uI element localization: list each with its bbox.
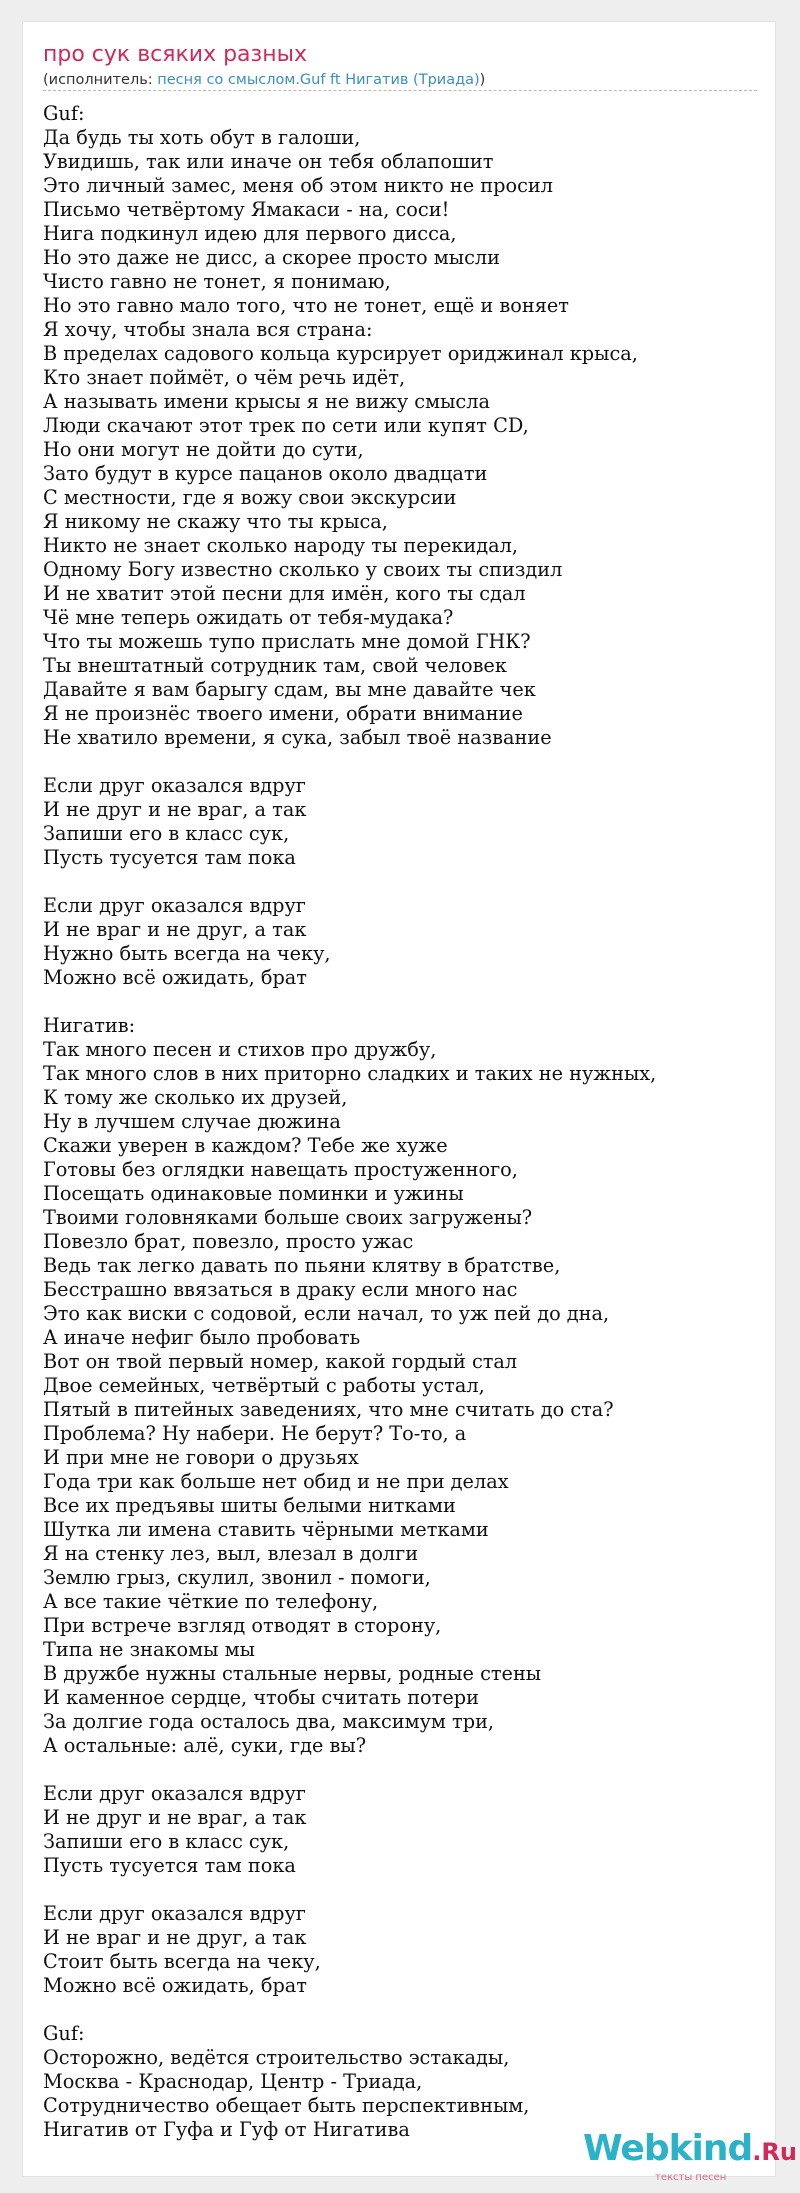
lyrics-line: Проблема? Ну набери. Не берут? То-то, а xyxy=(43,1422,467,1445)
lyrics-line: Нига подкинул идею для первого дисса, xyxy=(43,222,457,245)
lyrics-line: Запиши его в класс сук, xyxy=(43,1830,290,1853)
logo-tld: .Ru xyxy=(752,2138,797,2166)
lyrics-card xyxy=(22,21,797,2183)
lyrics-line: Я никому не скажу что ты крыса, xyxy=(43,510,388,533)
lyrics-text xyxy=(43,102,656,2142)
lyrics-line: Все их предъявы шиты белыми нитками xyxy=(43,1494,456,1517)
lyrics-blank-line xyxy=(43,1998,656,2022)
lyrics-line: При встрече взгляд отводят в сторону, xyxy=(43,1614,442,1637)
lyrics-line: Повезло брат, повезло, просто ужас xyxy=(43,1230,414,1253)
lyrics-line: Ну в лучшем случае дюжина xyxy=(43,1110,341,1133)
lyrics-blank-line xyxy=(43,750,656,774)
lyrics-line: Ведь так легко давать по пьяни клятву в братстве, xyxy=(43,1254,561,1277)
artist-line xyxy=(43,72,757,91)
lyrics-line: Шутка ли имена ставить чёрными метками xyxy=(43,1518,489,1541)
lyrics-line: Твоими головняками больше своих загружены? xyxy=(43,1206,533,1229)
lyrics-line: Если друг оказался вдруг xyxy=(43,1902,306,1925)
lyrics-line: А называть имени крысы я не вижу смысла xyxy=(43,390,490,413)
lyrics-line: Я хочу, чтобы знала вся страна: xyxy=(43,318,373,341)
lyrics-line: Пятый в питейных заведениях, что мне считать до ста? xyxy=(43,1398,614,1421)
lyrics-line: Пусть тусуется там пока xyxy=(43,846,296,869)
lyrics-line: Если друг оказался вдруг xyxy=(43,1782,306,1805)
lyrics-line: Чисто гавно не тонет, я понимаю, xyxy=(43,270,391,293)
lyrics-line: Вот он твой первый номер, какой гордый стал xyxy=(43,1350,518,1373)
lyrics-line: Можно всё ожидать, брат xyxy=(43,966,307,989)
lyrics-line: Стоит быть всегда на чеку, xyxy=(43,1950,321,1973)
lyrics-line: Что ты можешь тупо прислать мне домой ГНК? xyxy=(43,630,531,653)
lyrics-line: Если друг оказался вдруг xyxy=(43,774,306,797)
lyrics-blank-line xyxy=(43,870,656,894)
lyrics-line: Двое семейных, четвёртый с работы устал, xyxy=(43,1374,485,1397)
lyrics-line: Если друг оказался вдруг xyxy=(43,894,306,917)
lyrics-line: Это как виски с содовой, если начал, то уж пей до дна, xyxy=(43,1302,610,1325)
lyrics-line: И не враг и не друг, а так xyxy=(43,918,307,941)
lyrics-line: Москва - Краснодар, Центр - Триада, xyxy=(43,2070,423,2093)
lyrics-line: За долгие года осталось два, максимум три, xyxy=(43,1710,495,1733)
lyrics-line: Нужно быть всегда на чеку, xyxy=(43,942,331,965)
lyrics-line: Посещать одинаковые поминки и ужины xyxy=(43,1182,464,1205)
lyrics-line: Чё мне теперь ожидать от тебя-мудака? xyxy=(43,606,454,629)
lyrics-line: Запиши его в класс сук, xyxy=(43,822,290,845)
lyrics-line: Увидишь, так или иначе он тебя облапошит xyxy=(43,150,494,173)
artist-prefix: (исполнитель: xyxy=(43,72,158,88)
lyrics-line: Но это гавно мало того, что не тонет, ещё и воняет xyxy=(43,294,569,317)
lyrics-line: А иначе нефиг было пробовать xyxy=(43,1326,361,1349)
lyrics-line: Да будь ты хоть обут в галоши, xyxy=(43,126,361,149)
lyrics-line: И при мне не говори о друзьях xyxy=(43,1446,359,1469)
lyrics-line: А все такие чёткие по телефону, xyxy=(43,1590,379,1613)
lyrics-line: Я на стенку лез, выл, влезал в долги xyxy=(43,1542,419,1565)
lyrics-line: Я не произнёс твоего имени, обрати внимание xyxy=(43,702,523,725)
lyrics-line: Осторожно, ведётся строительство эстакады, xyxy=(43,2046,510,2069)
lyrics-line: Никто не знает сколько народу ты перекидал, xyxy=(43,534,519,557)
lyrics-line: К тому же сколько их друзей, xyxy=(43,1086,348,1109)
lyrics-line: Давайте я вам барыгу сдам, вы мне давайте чек xyxy=(43,678,536,701)
lyrics-line: Guf: xyxy=(43,2022,85,2045)
lyrics-blank-line xyxy=(43,1758,656,1782)
lyrics-line: В пределах садового кольца курсирует ориджинал крыса, xyxy=(43,342,638,365)
lyrics-line: Нигатив от Гуфа и Гуф от Нигатива xyxy=(43,2118,410,2141)
lyrics-line: И не хватит этой песни для имён, кого ты сдал xyxy=(43,582,526,605)
lyrics-line: И не друг и не враг, а так xyxy=(43,798,307,821)
lyrics-line: И каменное сердце, чтобы считать потери xyxy=(43,1686,479,1709)
lyrics-line: Нигатив: xyxy=(43,1014,136,1037)
lyrics-line: Сотрудничество обещает быть перспективным, xyxy=(43,2094,530,2117)
site-logo[interactable] xyxy=(583,2128,797,2183)
lyrics-blank-line xyxy=(43,990,656,1014)
logo-wordmark xyxy=(583,2128,797,2169)
lyrics-line: Пусть тусуется там пока xyxy=(43,1854,296,1877)
lyrics-line: Люди скачают этот трек по сети или купят CD, xyxy=(43,414,529,437)
logo-name: Webkind xyxy=(583,2128,753,2169)
lyrics-line: Это личный замес, меня об этом никто не просил xyxy=(43,174,554,197)
lyrics-line: Ты внештатный сотрудник там, свой человек xyxy=(43,654,507,677)
lyrics-line: Кто знает поймёт, о чём речь идёт, xyxy=(43,366,406,389)
lyrics-line: Скажи уверен в каждом? Тебе же хуже xyxy=(43,1134,448,1157)
lyrics-line: Готовы без оглядки навещать простуженного, xyxy=(43,1158,518,1181)
lyrics-line: Не хватило времени, я сука, забыл твоё название xyxy=(43,726,552,749)
lyrics-line: Можно всё ожидать, брат xyxy=(43,1974,307,1997)
artist-suffix: ) xyxy=(479,72,486,88)
lyrics-blank-line xyxy=(43,1878,656,1902)
lyrics-line: Письмо четвёртому Ямакаси - на, соси! xyxy=(43,198,450,221)
artist-link[interactable]: песня со смыслом.Guf ft Нигатив (Триада) xyxy=(157,72,480,88)
lyrics-line: И не друг и не враг, а так xyxy=(43,1806,307,1829)
lyrics-line: Года три как больше нет обид и не при делах xyxy=(43,1470,509,1493)
lyrics-line: Бесстрашно ввязаться в драку если много нас xyxy=(43,1278,518,1301)
lyrics-line: Типа не знакомы мы xyxy=(43,1638,255,1661)
lyrics-line: Но они могут не дойти до сути, xyxy=(43,438,364,461)
lyrics-line: Одному Богу известно сколько у своих ты спиздил xyxy=(43,558,563,581)
logo-tagline: тексты песен xyxy=(655,2172,727,2183)
song-title: про сук всяких разных xyxy=(43,42,308,67)
lyrics-line: Так много слов в них приторно сладких и таких не нужных, xyxy=(43,1062,657,1085)
lyrics-line: Зато будут в курсе пацанов около двадцати xyxy=(43,462,488,485)
lyrics-line: Guf: xyxy=(43,102,85,125)
lyrics-line: Землю грыз, скулил, звонил - помоги, xyxy=(43,1566,431,1589)
lyrics-line: С местности, где я вожу свои экскурсии xyxy=(43,486,457,509)
lyrics-line: А остальные: алё, суки, где вы? xyxy=(43,1734,367,1757)
lyrics-line: Но это даже не дисс, а скорее просто мысли xyxy=(43,246,500,269)
lyrics-line: В дружбе нужны стальные нервы, родные стены xyxy=(43,1662,542,1685)
lyrics-line: Так много песен и стихов про дружбу, xyxy=(43,1038,437,1061)
lyrics-line: И не враг и не друг, а так xyxy=(43,1926,307,1949)
